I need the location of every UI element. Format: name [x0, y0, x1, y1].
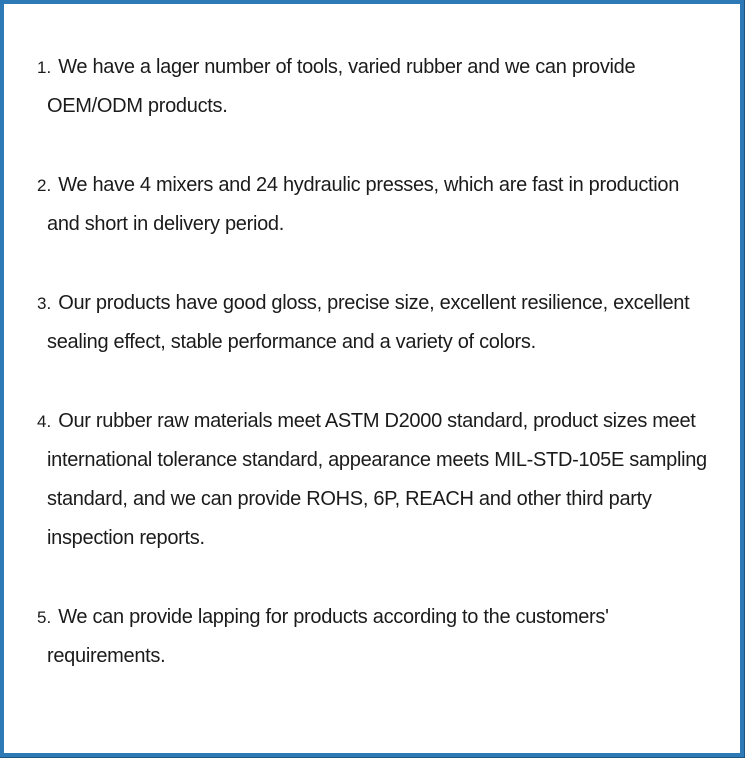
- list-item-number: 1.: [37, 58, 52, 77]
- feature-list: [4, 4, 740, 676]
- list-item-text: Our products have good gloss, precise size, excellent resilience, excellent sealing effect, stable performance and a variety of colors.: [47, 292, 690, 353]
- list-item-text: We can provide lapping for products according to the customers' requirements.: [47, 606, 609, 667]
- list-item: [37, 402, 714, 558]
- list-item: [37, 166, 714, 244]
- list-item-number: 4.: [37, 412, 52, 431]
- list-item-number: 3.: [37, 294, 52, 313]
- list-item: [37, 598, 714, 676]
- list-item-text: Our rubber raw materials meet ASTM D2000 standard, product sizes meet international tolerance standard, appearance meets MIL-STD-105E sampling standard, and we can provide ROHS, 6P, REACH and other third party inspection reports.: [47, 410, 707, 549]
- list-item: [37, 48, 714, 126]
- list-item-number: 2.: [37, 176, 52, 195]
- list-item-number: 5.: [37, 608, 52, 627]
- list-item-text: We have a lager number of tools, varied rubber and we can provide OEM/ODM products.: [47, 56, 636, 117]
- list-item-text: We have 4 mixers and 24 hydraulic presses, which are fast in production and short in delivery period.: [47, 174, 680, 235]
- list-item: [37, 284, 714, 362]
